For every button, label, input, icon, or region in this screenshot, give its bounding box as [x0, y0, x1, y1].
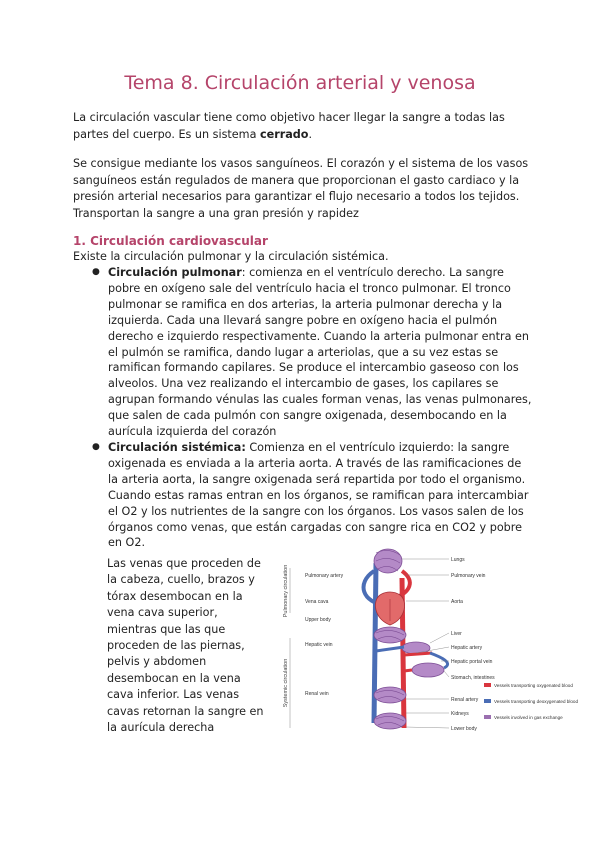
label-aorta: Aorta — [451, 599, 463, 605]
label-lungs: Lungs — [451, 557, 465, 563]
label-vena-cava: Vena cava — [305, 599, 329, 605]
kidneys-capillary-bed — [374, 687, 406, 703]
legend-swatch-deoxygenated — [484, 699, 491, 703]
list-item-systemic: ● Circulación sistémica: Comienza en el ventrículo izquierdo: la sangre oxigenada es enviada a la arteria aorta. A través de las ramificaciones de la arteria aorta, la sangre oxigenada será repartida por todo el organismo. Cuando estas ramas entran en los órganos, se ramifican para intercambiar el O2 y los nutrientes de la sangre con los órganos. Los vasos salen de los órganos como venas, que están cargadas con sangre rica en CO2 y pobre en O2. — [92, 440, 532, 551]
legend-deoxygenated: Vessels transporting deoxygenated blood — [494, 699, 579, 704]
legend-swatch-gas-exchange — [484, 715, 491, 719]
group-labels — [283, 565, 290, 728]
label-upper-body: Upper body — [305, 617, 331, 623]
label-lower-body: Lower body — [451, 726, 477, 732]
vessels-paragraph: Se consigue mediante los vasos sanguíneos. El corazón y el sistema de los vasos sanguíneos están regulados de manera que proporcionan el gasto cardiaco y la presión arterial necesarios para garantizar el flujo necesario a todos los tejidos. Transportan la sangre a una gran presión y rapidez — [73, 157, 529, 220]
label-pulmonary-artery: Pulmonary artery — [305, 573, 344, 579]
intro-paragraph: La circulación vascular tiene como objetivo hacer llegar la sangre a todas las partes del cuerpo. Es un sistema cerrado. — [73, 111, 505, 141]
upper-body-capillary-bed — [374, 627, 406, 643]
label-hepatic-vein: Hepatic vein — [305, 642, 333, 648]
label-kidneys: Kidneys — [451, 711, 469, 717]
right-labels — [451, 557, 495, 732]
section-heading: 1. Circulación cardiovascular — [73, 234, 268, 248]
label-renal-vein: Renal vein — [305, 691, 329, 697]
legend — [484, 683, 578, 720]
list-item-pulmonary: ● Circulación pulmonar: comienza en el ventrículo derecho. La sangre pobre en oxígeno sale del ventrículo hacia el tronco pulmonar. El tronco pulmonar se ramifica en dos arterias, la arteria pulmonar derecha y la izquierda. Cada una llevará sangre pobre en oxígeno hacia el pulmón derecho e izquierdo respectivamente. Cuando la arteria pulmonar entra en el pulmón se ramifica, dando lugar a arteriolas, que a su vez estas se ramifican formando capilares. Se produce el intercambio gaseoso con los alveolos. Una vez realizando el intercambio de gases, los capilares se agrupan formando vénulas las cuales forman venas, las venas pulmonares, que salen de cada pulmón con sangre oxigenada, desembocando en la aurícula izquierda del corazón — [92, 265, 532, 440]
veins-paragraph: Las venas que proceden de la cabeza, cuello, brazos y tórax desembocan en la vena cava superior, mientras que las que proceden de las piernas, pelvis y abdomen desembocan en la vena cava inferior. Las venas cavas retornan la sangre en la aurícula derecha — [107, 557, 264, 735]
label-pulmonary-vein: Pulmonary vein — [451, 573, 486, 579]
lungs-capillary-bed — [374, 549, 402, 573]
legend-oxygenated: Vessels transporting oxygenated blood — [494, 683, 573, 688]
label-renal-artery: Renal artery — [451, 697, 479, 703]
label-stomach-intestines: Stomach, intestines — [451, 675, 495, 681]
circulation-diagram — [276, 543, 579, 738]
circulation-list — [92, 265, 532, 551]
label-hepatic-artery: Hepatic artery — [451, 645, 483, 651]
label-hepatic-portal-vein: Hepatic portal vein — [451, 659, 493, 665]
page-title: Tema 8. Circulación arterial y venosa — [124, 72, 476, 94]
legend-swatch-oxygenated — [484, 683, 491, 687]
label-liver: Liver — [451, 631, 462, 637]
section-intro: Existe la circulación pulmonar y la circulación sistémica. — [73, 250, 389, 263]
legend-gas-exchange: Vessels involved in gas exchange — [494, 715, 563, 720]
intestines-capillary-bed — [412, 663, 444, 677]
left-labels — [305, 573, 344, 697]
lower-body-capillary-bed — [374, 713, 406, 729]
systemic-circulation-label: Systemic circulation — [283, 658, 289, 708]
pulmonary-circulation-label: Pulmonary circulation — [283, 564, 289, 618]
